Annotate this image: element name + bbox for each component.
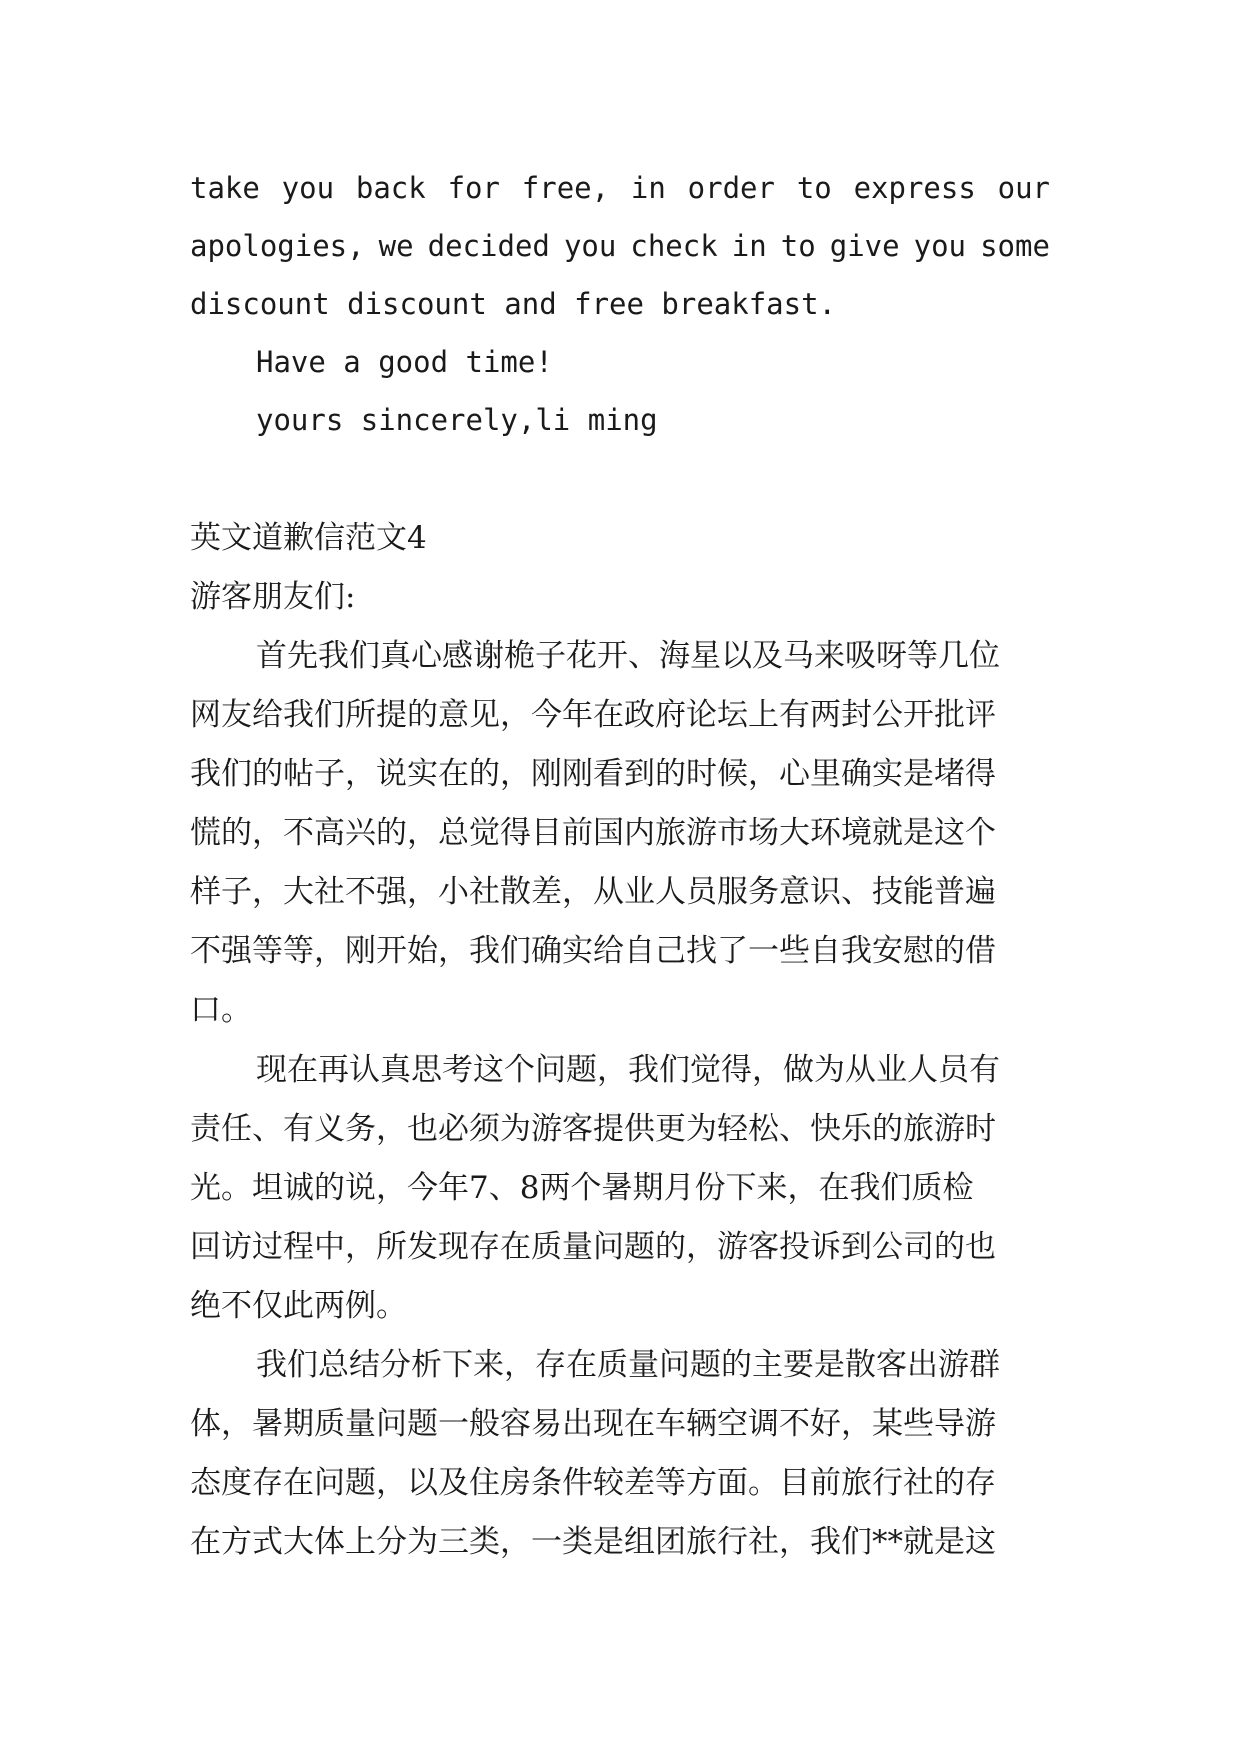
word: you: [563, 229, 617, 263]
paragraph-line: 责任、有义务，也必须为游客提供更为轻松、快乐的旅游时: [190, 1111, 996, 1147]
word: free,: [521, 171, 610, 205]
paragraph-line: 首先我们真心感谢桅子花开、海星以及马来吸呀等几位: [256, 638, 1000, 674]
word: express: [853, 171, 976, 205]
paragraph-line: 慌的，不高兴的，总觉得目前国内旅游市场大环境就是这个: [190, 815, 996, 851]
word: our: [997, 171, 1050, 205]
word: to: [796, 171, 832, 205]
paragraph-line: 绝不仅此两例。: [190, 1288, 407, 1324]
word: give: [829, 229, 900, 263]
word: apologies,: [190, 229, 365, 263]
letter-paragraph-line: discount discount and free breakfast.: [190, 287, 837, 321]
paragraph-line: 我们总结分析下来，存在质量问题的主要是散客出游群: [256, 1347, 1000, 1383]
letter-closing: Have a good time!: [256, 345, 553, 379]
document-body: [190, 0, 1050, 1754]
paragraph-line: 现在再认真思考这个问题，我们觉得，做为从业人员有: [256, 1052, 1000, 1088]
paragraph-line: 体，暑期质量问题一般容易出现在车辆空调不好，某些导游: [190, 1406, 996, 1442]
letter-signature: yours sincerely,li ming: [256, 403, 658, 437]
word: we: [378, 229, 414, 263]
paragraph-line: 光。坦诚的说，今年7、8两个暑期月份下来，在我们质检: [190, 1170, 974, 1206]
word: to: [780, 229, 816, 263]
letter-paragraph-line: [190, 226, 1050, 266]
paragraph-line: 回访过程中，所发现存在质量问题的，游客投诉到公司的也: [190, 1229, 996, 1265]
word: you: [913, 229, 967, 263]
word: in: [731, 229, 767, 263]
word: in: [630, 171, 666, 205]
word: some: [980, 229, 1050, 263]
paragraph-line: 口。: [190, 992, 252, 1028]
word: for: [447, 171, 500, 205]
paragraph-line: 态度存在问题，以及住房条件较差等方面。目前旅行社的存: [190, 1465, 996, 1501]
paragraph-line: 在方式大体上分为三类，一类是组团旅行社，我们**就是这: [190, 1524, 996, 1560]
word: order: [687, 171, 775, 205]
word: take: [190, 171, 260, 205]
letter-paragraph-line: [190, 168, 1050, 208]
word: check: [630, 229, 718, 263]
paragraph-line: 样子，大社不强，小社散差，从业人员服务意识、技能普遍: [190, 874, 996, 910]
paragraph-line: 不强等等，刚开始，我们确实给自己找了一些自我安慰的借: [190, 933, 996, 969]
word: back: [355, 171, 426, 205]
word: decided: [427, 229, 550, 263]
salutation: 游客朋友们:: [190, 579, 356, 615]
paragraph-line: 我们的帖子，说实在的，刚刚看到的时候，心里确实是堵得: [190, 756, 996, 792]
word: you: [281, 171, 335, 205]
section-heading: 英文道歉信范文4: [190, 520, 427, 556]
paragraph-line: 网友给我们所提的意见，今年在政府论坛上有两封公开批评: [190, 697, 996, 733]
